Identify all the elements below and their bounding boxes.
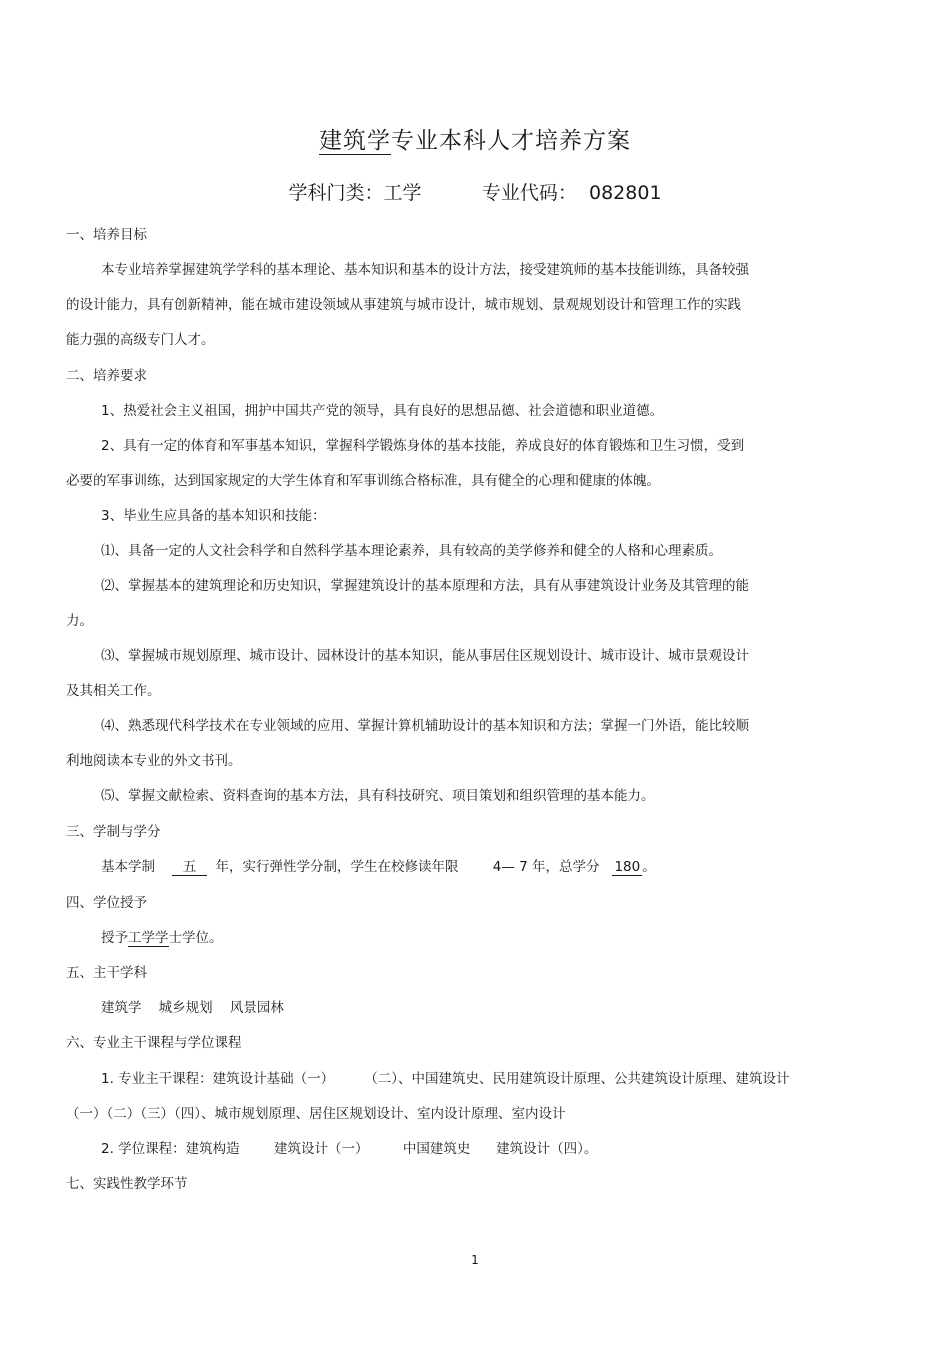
- requirement-2-cont: 必要的军事训练，达到国家规定的大学生体育和军事训练合格标准，具有健全的心理和健康的体魄。: [66, 473, 660, 489]
- knowledge-item-4-cont: 利地阅读本专业的外文书刊。: [66, 753, 242, 769]
- knowledge-item-4: ⑷、熟悉现代科学技术在专业领域的应用、掌握计算机辅助设计的基本知识和方法；掌握一门外语，能比较顺: [101, 718, 749, 734]
- section-heading-1: 一、培养目标: [66, 227, 147, 243]
- duration-years: 五: [172, 859, 207, 876]
- paragraph-line: 本专业培养掌握建筑学学科的基本理论、基本知识和基本的设计方法，接受建筑师的基本技能训练，具备较强: [101, 262, 749, 278]
- knowledge-item-5: ⑸、掌握文献检索、资料查询的基本方法，具有科技研究、项目策划和组织管理的基本能力。: [101, 788, 655, 804]
- degree-course-3: 中国建筑史: [402, 1141, 471, 1157]
- degree-course-4: 建筑设计（四）。: [496, 1141, 598, 1157]
- duration-prefix: 基本学制: [101, 859, 155, 875]
- degree-line: [101, 932, 223, 946]
- major-code-value: 082801: [589, 182, 662, 204]
- requirement-2: 2、具有一定的体育和军事基本知识，掌握科学锻炼身体的基本技能，养成良好的体育锻炼和卫生习惯，受到: [101, 438, 745, 454]
- paragraph-line: 的设计能力，具有创新精神，能在城市建设领域从事建筑与城市设计，城市规划、景观规划设计和管理工作的实践: [66, 297, 741, 313]
- title-underlined-part: 建筑学: [319, 128, 391, 154]
- core-courses-b: （二）、中国建筑史、民用建筑设计原理、公共建筑设计原理、建筑设计: [364, 1071, 790, 1087]
- knowledge-item-3: ⑶、掌握城市规划原理、城市设计、园林设计的基本知识，能从事居住区规划设计、城市设计、城市景观设计: [101, 648, 749, 664]
- knowledge-item-2: ⑵、掌握基本的建筑理论和历史知识，掌握建筑设计的基本原理和方法，具有从事建筑设计业务及其管理的能: [101, 578, 749, 594]
- knowledge-item-3-cont: 及其相关工作。: [66, 683, 161, 699]
- section-heading-6: 六、专业主干课程与学位课程: [66, 1035, 242, 1051]
- page-number: 1: [471, 1253, 479, 1267]
- requirement-3: 3、毕业生应具备的基本知识和技能：: [101, 508, 326, 524]
- discipline-2: 城乡规划: [158, 1000, 213, 1016]
- subject-category: 学科门类：工学: [288, 182, 422, 204]
- paragraph-line: 能力强的高级专门人才。: [66, 332, 215, 348]
- total-credits: 180: [614, 859, 641, 875]
- duration-range: 4— 7 年，总学分: [492, 859, 600, 875]
- duration-mid: 年，实行弹性学分制，学生在校修读年限: [215, 859, 459, 875]
- title-rest: 专业本科人才培养方案: [391, 128, 631, 154]
- document-subtitle: [0, 178, 950, 205]
- major-code-label: 专业代码：: [481, 182, 577, 204]
- discipline-1: 建筑学: [101, 1000, 142, 1016]
- degree-courses-line: [101, 1143, 597, 1157]
- degree-name: 工学学: [128, 930, 169, 946]
- requirement-1: 1、热爱社会主义祖国，拥护中国共产党的领导，具有良好的思想品德、社会道德和职业道德。: [101, 403, 664, 419]
- duration-end: 。: [642, 859, 656, 875]
- section-heading-4: 四、学位授予: [66, 895, 147, 911]
- document-title: [0, 122, 950, 155]
- degree-pre: 授予: [101, 930, 128, 946]
- section-heading-2: 二、培养要求: [66, 368, 147, 384]
- degree-post: 士学位。: [168, 930, 223, 946]
- core-courses-line: [101, 1073, 789, 1087]
- degree-course-2: 建筑设计（一）: [274, 1141, 369, 1157]
- knowledge-item-2-cont: 力。: [66, 613, 93, 629]
- degree-courses-label: 2. 学位课程：建筑构造: [101, 1141, 240, 1157]
- knowledge-item-1: ⑴、具备一定的人文社会科学和自然科学基本理论素养，具有较高的美学修养和健全的人格和心理素质。: [101, 543, 722, 559]
- disciplines-line: [101, 1002, 284, 1016]
- discipline-3: 风景园林: [229, 1000, 284, 1016]
- section-heading-5: 五、主干学科: [66, 965, 147, 981]
- section-heading-7: 七、实践性教学环节: [66, 1176, 188, 1192]
- core-courses-a: 1. 专业主干课程：建筑设计基础（一）: [101, 1071, 335, 1087]
- core-courses-cont: （一）（二）（三）（四）、城市规划原理、居住区规划设计、室内设计原理、室内设计: [66, 1106, 566, 1122]
- duration-line: [101, 861, 656, 875]
- section-heading-3: 三、学制与学分: [66, 824, 161, 840]
